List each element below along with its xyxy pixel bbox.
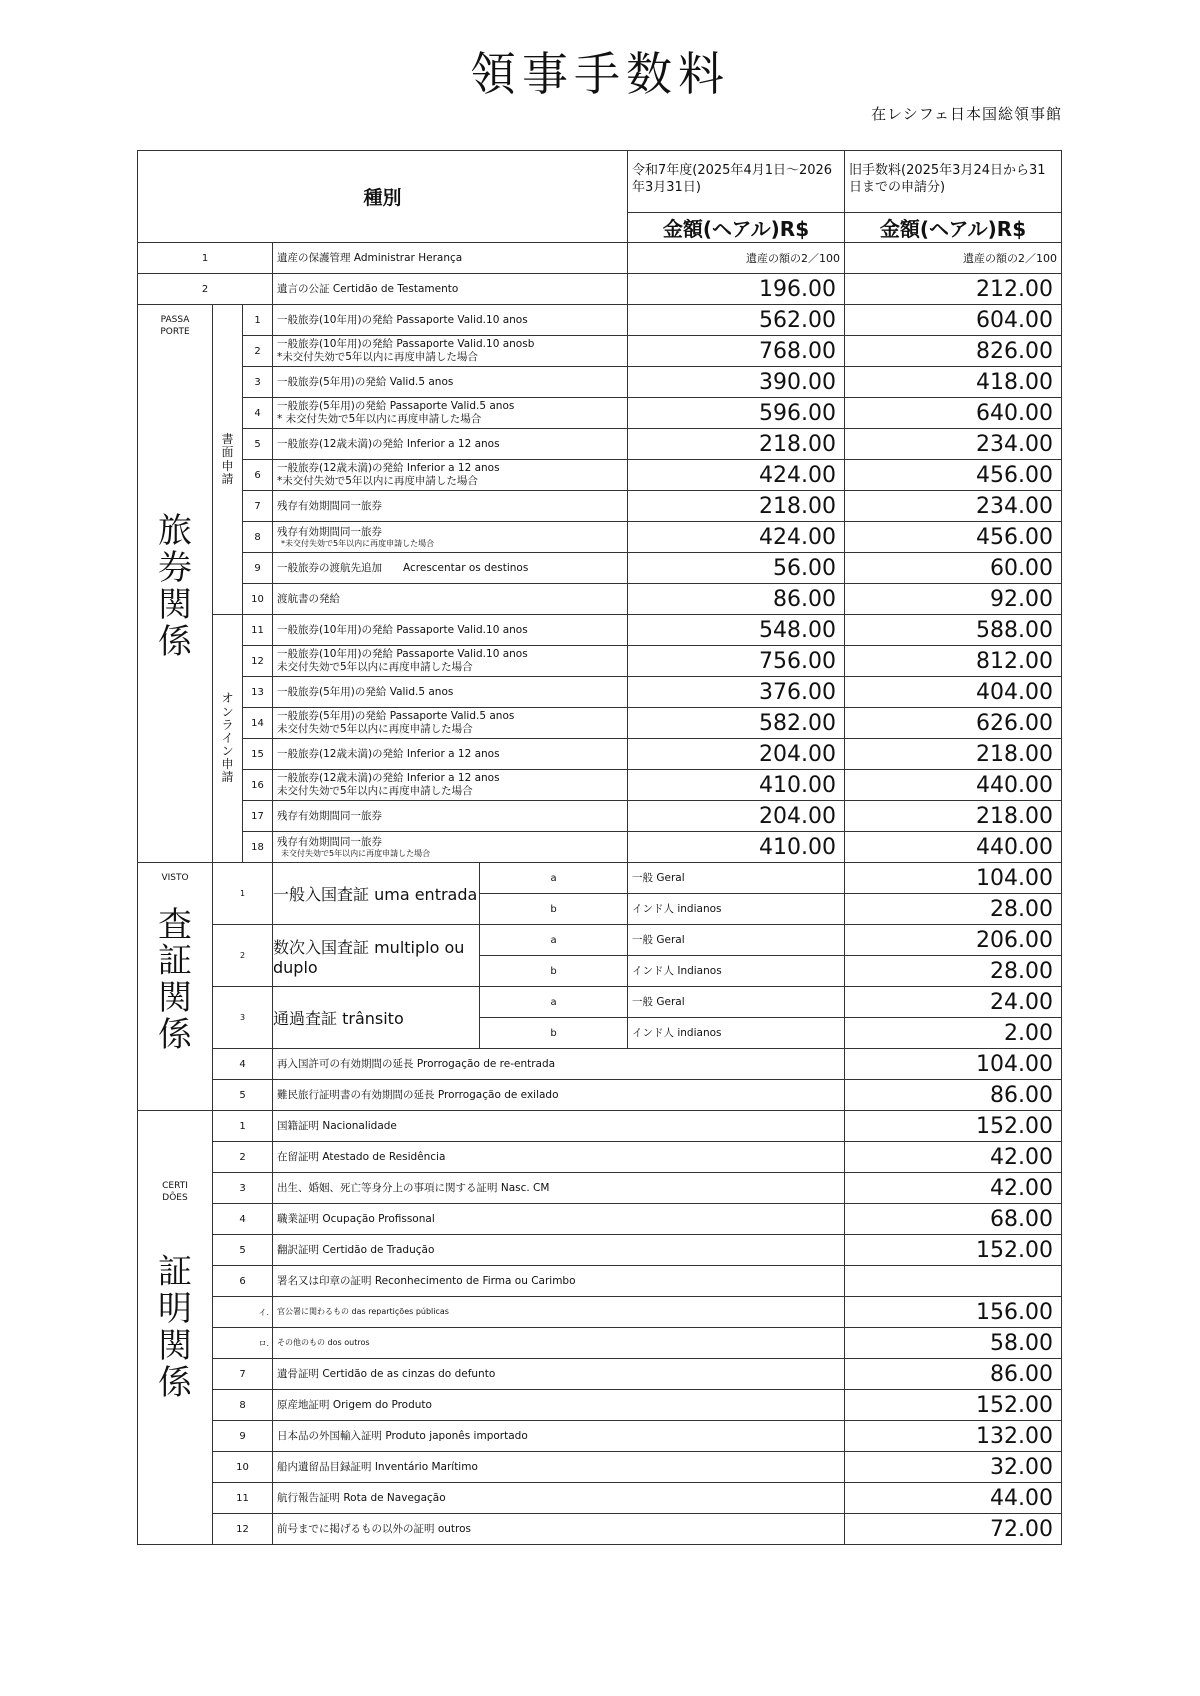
fee-new-amount: 152.00 bbox=[845, 1235, 1062, 1266]
row-number: 6 bbox=[243, 460, 273, 491]
visa-group-number-text: 2 bbox=[239, 950, 246, 960]
fee-new-amount: 86.00 bbox=[845, 1080, 1062, 1111]
visa-group-number bbox=[213, 987, 273, 1049]
fee-new-amount: 86.00 bbox=[845, 1359, 1062, 1390]
table-row bbox=[138, 708, 1062, 739]
fee-old-amount: 92.00 bbox=[845, 584, 1062, 615]
row-number: 12 bbox=[243, 646, 273, 677]
document-title: 領事手数料 bbox=[470, 47, 730, 101]
fee-new-amount: 768.00 bbox=[628, 336, 845, 367]
fee-new-amount: 218.00 bbox=[628, 429, 845, 460]
fee-description-note: 未交付失効で5年以内に再度申請した場合 bbox=[281, 848, 431, 858]
fee-new-amount: 596.00 bbox=[628, 398, 845, 429]
fee-new-amount: 196.00 bbox=[628, 274, 845, 305]
issuer: 在レシフェ日本国総領事館 bbox=[871, 105, 1062, 123]
row-number: 4 bbox=[243, 398, 273, 429]
fee-new-amount: 390.00 bbox=[628, 367, 845, 398]
row-number: 1 bbox=[243, 305, 273, 336]
fee-description: 一般旅券(12歳未満)の発給 Inferior a 12 anos 未交付失効で5年以内に再度申請した場合 bbox=[273, 770, 628, 801]
table-row bbox=[138, 1142, 1062, 1173]
fee-old-amount: 212.00 bbox=[845, 274, 1062, 305]
fee-new-amount bbox=[845, 1266, 1062, 1297]
fee-description: 再入国許可の有効期間の延長 Prorrogação de re-entrada bbox=[273, 1049, 845, 1080]
table-row bbox=[138, 1173, 1062, 1204]
row-number: 2 bbox=[213, 1142, 273, 1173]
row-number: 2 bbox=[243, 336, 273, 367]
row-number: 3 bbox=[213, 1173, 273, 1204]
row-number: 7 bbox=[243, 491, 273, 522]
fee-description: 翻訳証明 Certidão de Tradução bbox=[273, 1235, 845, 1266]
fee-description: 原産地証明 Origem do Produto bbox=[273, 1390, 845, 1421]
section-passport-title: 旅券関係 bbox=[158, 511, 192, 662]
row-number: 9 bbox=[213, 1421, 273, 1452]
fee-description: 一般旅券(12歳未満)の発給 Inferior a 12 anos bbox=[273, 429, 628, 460]
fee-description: 職業証明 Ocupação Profissonal bbox=[273, 1204, 845, 1235]
table-row bbox=[138, 460, 1062, 491]
fee-new-amount: 72.00 bbox=[845, 1514, 1062, 1545]
section-passport bbox=[138, 305, 213, 863]
fee-description: 一般旅券(12歳未満)の発給 Inferior a 12 anos *未交付失効で5年以内に再度申請した場合 bbox=[273, 460, 628, 491]
table-row bbox=[138, 801, 1062, 832]
fee-new-amount: 2.00 bbox=[845, 1018, 1062, 1049]
table-row bbox=[138, 1328, 1062, 1359]
fee-new-amount: 756.00 bbox=[628, 646, 845, 677]
table-row bbox=[138, 151, 1062, 213]
fee-new-amount: 44.00 bbox=[845, 1483, 1062, 1514]
fee-description: 残存有効期間同一旅券 *未交付失効で5年以内に再度申請した場合 bbox=[273, 522, 628, 553]
fee-new-amount: 遺産の額の2／100 bbox=[628, 243, 845, 274]
fee-description: 一般 Geral bbox=[628, 987, 845, 1018]
online-application-label: オンライン申請 bbox=[221, 691, 234, 785]
table-row bbox=[138, 1266, 1062, 1297]
row-number: 4 bbox=[213, 1049, 273, 1080]
visa-group-label: 数次入国査証 multiplo ou duplo bbox=[273, 925, 480, 987]
fee-new-amount: 28.00 bbox=[845, 956, 1062, 987]
table-row bbox=[138, 832, 1062, 863]
visa-subitem: b bbox=[480, 1018, 628, 1049]
fee-old-amount: 456.00 bbox=[845, 460, 1062, 491]
fee-description: 日本品の外国輸入証明 Produto japonês importado bbox=[273, 1421, 845, 1452]
fee-old-amount: 218.00 bbox=[845, 739, 1062, 770]
table-row bbox=[138, 925, 1062, 956]
fee-description: その他のもの dos outros bbox=[273, 1328, 845, 1359]
fee-new-amount: 32.00 bbox=[845, 1452, 1062, 1483]
row-number: 5 bbox=[243, 429, 273, 460]
row-number: 5 bbox=[213, 1080, 273, 1111]
fee-description: 一般旅券(10年用)の発給 Passaporte Valid.10 anos bbox=[273, 615, 628, 646]
fee-description: 一般旅券の渡航先追加 Acrescentar os destinos bbox=[273, 553, 628, 584]
paper-application-label: 書面申請 bbox=[221, 432, 234, 486]
row-number: 5 bbox=[213, 1235, 273, 1266]
fee-new-amount: 68.00 bbox=[845, 1204, 1062, 1235]
fee-new-amount: 132.00 bbox=[845, 1421, 1062, 1452]
visa-group-number bbox=[213, 863, 273, 925]
visa-subitem: b bbox=[480, 894, 628, 925]
fee-description: 一般旅券(5年用)の発給 Valid.5 anos bbox=[273, 367, 628, 398]
table-row bbox=[138, 677, 1062, 708]
fee-new-amount: 424.00 bbox=[628, 460, 845, 491]
fee-new-amount: 206.00 bbox=[845, 925, 1062, 956]
fee-new-amount: 582.00 bbox=[628, 708, 845, 739]
fee-description: 一般旅券(10年用)の発給 Passaporte Valid.10 anos bbox=[273, 305, 628, 336]
fee-description: 渡航書の発給 bbox=[273, 584, 628, 615]
fee-new-amount: 24.00 bbox=[845, 987, 1062, 1018]
table-row bbox=[138, 1204, 1062, 1235]
section-passport-code: PASSA PORTE bbox=[160, 315, 190, 337]
table-row bbox=[138, 398, 1062, 429]
table-row bbox=[138, 274, 1062, 305]
fee-new-amount: 218.00 bbox=[628, 491, 845, 522]
section-visa-code: VISTO bbox=[161, 873, 189, 883]
row-number: 4 bbox=[213, 1204, 273, 1235]
fee-old-amount: 440.00 bbox=[845, 832, 1062, 863]
visa-group-number-text: 1 bbox=[239, 888, 246, 898]
row-number: ロ. bbox=[213, 1328, 273, 1359]
fee-description: 官公署に関わるもの das repartições públicas bbox=[273, 1297, 845, 1328]
fee-description: 難民旅行証明書の有効期間の延長 Prorrogação de exilado bbox=[273, 1080, 845, 1111]
fee-description: 在留証明 Atestado de Residência bbox=[273, 1142, 845, 1173]
row-number: 1 bbox=[138, 243, 273, 274]
fee-old-amount: 418.00 bbox=[845, 367, 1062, 398]
fee-old-amount: 826.00 bbox=[845, 336, 1062, 367]
fee-new-amount: 86.00 bbox=[628, 584, 845, 615]
row-number: 2 bbox=[138, 274, 273, 305]
fee-new-amount: 104.00 bbox=[845, 863, 1062, 894]
table-row bbox=[138, 584, 1062, 615]
visa-group-number bbox=[213, 925, 273, 987]
fee-description: 一般旅券(5年用)の発給 Valid.5 anos bbox=[273, 677, 628, 708]
row-number: 15 bbox=[243, 739, 273, 770]
section-certificates bbox=[138, 1111, 213, 1545]
fee-description: インド人 Indianos bbox=[628, 956, 845, 987]
section-certificates-code: CERTI DÕES bbox=[162, 1181, 188, 1203]
table-row bbox=[138, 1297, 1062, 1328]
fee-description: 国籍証明 Nacionalidade bbox=[273, 1111, 845, 1142]
table-row bbox=[138, 987, 1062, 1018]
row-number: 1 bbox=[213, 1111, 273, 1142]
visa-subitem: b bbox=[480, 956, 628, 987]
table-row bbox=[138, 615, 1062, 646]
table-row bbox=[138, 646, 1062, 677]
fee-description: 船内遺留品目録証明 Inventário Marítimo bbox=[273, 1452, 845, 1483]
visa-subitem: a bbox=[480, 987, 628, 1018]
fee-new-amount: 152.00 bbox=[845, 1111, 1062, 1142]
fee-new-amount: 152.00 bbox=[845, 1390, 1062, 1421]
fee-description: 残存有効期間同一旅券 未交付失効で5年以内に再度申請した場合 bbox=[273, 832, 628, 863]
row-number: 6 bbox=[213, 1266, 273, 1297]
fee-description-note: *未交付失効で5年以内に再度申請した場合 bbox=[281, 538, 435, 548]
header-old-amount: 金額(ヘアル)R$ bbox=[845, 213, 1062, 243]
fee-old-amount: 60.00 bbox=[845, 553, 1062, 584]
header-new-period: 令和7年度(2025年4月1日～2026年3月31日) bbox=[628, 151, 845, 213]
row-number: 13 bbox=[243, 677, 273, 708]
table-row bbox=[138, 1359, 1062, 1390]
visa-group-label: 通過査証 trânsito bbox=[273, 987, 480, 1049]
visa-group-label: 一般入国査証 uma entrada bbox=[273, 863, 480, 925]
fee-description: 出生、婚姻、死亡等身分上の事項に関する証明 Nasc. CM bbox=[273, 1173, 845, 1204]
fee-new-amount: 562.00 bbox=[628, 305, 845, 336]
fee-new-amount: 548.00 bbox=[628, 615, 845, 646]
fee-description: 遺産の保護管理 Administrar Herança bbox=[273, 243, 628, 274]
fee-description: 一般旅券(10年用)の発給 Passaporte Valid.10 anos 未交付失効で5年以内に再度申請した場合 bbox=[273, 646, 628, 677]
fee-description: 残存有効期間同一旅券 bbox=[273, 491, 628, 522]
row-number: 8 bbox=[213, 1390, 273, 1421]
fee-new-amount: 376.00 bbox=[628, 677, 845, 708]
fee-new-amount: 104.00 bbox=[845, 1049, 1062, 1080]
header-kind: 種別 bbox=[138, 151, 628, 243]
fee-description: 署名又は印章の証明 Reconhecimento de Firma ou Carimbo bbox=[273, 1266, 845, 1297]
fee-old-amount: 440.00 bbox=[845, 770, 1062, 801]
row-number: 7 bbox=[213, 1359, 273, 1390]
table-row bbox=[138, 1080, 1062, 1111]
row-number: 16 bbox=[243, 770, 273, 801]
row-number: 17 bbox=[243, 801, 273, 832]
fee-new-amount: 42.00 bbox=[845, 1142, 1062, 1173]
fee-new-amount: 424.00 bbox=[628, 522, 845, 553]
row-number: 11 bbox=[213, 1483, 273, 1514]
table-row bbox=[138, 1514, 1062, 1545]
table-row bbox=[138, 1049, 1062, 1080]
fee-old-amount: 404.00 bbox=[845, 677, 1062, 708]
fee-new-amount: 410.00 bbox=[628, 832, 845, 863]
table-row bbox=[138, 863, 1062, 894]
fee-table bbox=[137, 150, 1062, 1545]
table-row bbox=[138, 367, 1062, 398]
fee-description: 航行報告証明 Rota de Navegação bbox=[273, 1483, 845, 1514]
fee-old-amount: 遺産の額の2／100 bbox=[845, 243, 1062, 274]
table-row bbox=[138, 305, 1062, 336]
row-number: 12 bbox=[213, 1514, 273, 1545]
row-number: 8 bbox=[243, 522, 273, 553]
table-row bbox=[138, 429, 1062, 460]
fee-new-amount: 56.00 bbox=[628, 553, 845, 584]
section-certificates-title: 証明関係 bbox=[158, 1252, 192, 1403]
fee-new-amount: 42.00 bbox=[845, 1173, 1062, 1204]
table-row bbox=[138, 491, 1062, 522]
table-row bbox=[138, 1390, 1062, 1421]
fee-description: インド人 indianos bbox=[628, 894, 845, 925]
row-number: 18 bbox=[243, 832, 273, 863]
table-row bbox=[138, 770, 1062, 801]
fee-description: 一般旅券(5年用)の発給 Passaporte Valid.5 anos 未交付失効で5年以内に再度申請した場合 bbox=[273, 708, 628, 739]
fee-old-amount: 234.00 bbox=[845, 429, 1062, 460]
table-row bbox=[138, 522, 1062, 553]
fee-description: 一般 Geral bbox=[628, 925, 845, 956]
table-row bbox=[138, 336, 1062, 367]
fee-old-amount: 604.00 bbox=[845, 305, 1062, 336]
row-number: 10 bbox=[243, 584, 273, 615]
section-visa bbox=[138, 863, 213, 1111]
fee-new-amount: 58.00 bbox=[845, 1328, 1062, 1359]
row-number: イ. bbox=[213, 1297, 273, 1328]
fee-old-amount: 626.00 bbox=[845, 708, 1062, 739]
header-new-amount: 金額(ヘアル)R$ bbox=[628, 213, 845, 243]
row-number: 14 bbox=[243, 708, 273, 739]
table-row bbox=[138, 1111, 1062, 1142]
fee-old-amount: 218.00 bbox=[845, 801, 1062, 832]
fee-new-amount: 28.00 bbox=[845, 894, 1062, 925]
fee-description: 遺言の公証 Certidão de Testamento bbox=[273, 274, 628, 305]
fee-description: インド人 indianos bbox=[628, 1018, 845, 1049]
fee-old-amount: 456.00 bbox=[845, 522, 1062, 553]
fee-old-amount: 640.00 bbox=[845, 398, 1062, 429]
table-row bbox=[138, 243, 1062, 274]
fee-description: 残存有効期間同一旅券 bbox=[273, 801, 628, 832]
fee-new-amount: 204.00 bbox=[628, 739, 845, 770]
paper-application bbox=[213, 305, 243, 615]
table-row bbox=[138, 553, 1062, 584]
fee-new-amount: 410.00 bbox=[628, 770, 845, 801]
row-number: 9 bbox=[243, 553, 273, 584]
table-row bbox=[138, 739, 1062, 770]
table-row bbox=[138, 1483, 1062, 1514]
table-row bbox=[138, 1421, 1062, 1452]
fee-description: 一般旅券(12歳未満)の発給 Inferior a 12 anos bbox=[273, 739, 628, 770]
table-row bbox=[138, 1452, 1062, 1483]
fee-old-amount: 812.00 bbox=[845, 646, 1062, 677]
row-number: 11 bbox=[243, 615, 273, 646]
fee-description: 前号までに掲げるもの以外の証明 outros bbox=[273, 1514, 845, 1545]
section-visa-title: 査証関係 bbox=[158, 904, 192, 1055]
header-old-period: 旧手数料(2025年3月24日から31日までの申請分) bbox=[845, 151, 1062, 213]
row-number: 3 bbox=[243, 367, 273, 398]
visa-subitem: a bbox=[480, 863, 628, 894]
online-application bbox=[213, 615, 243, 863]
fee-new-amount: 204.00 bbox=[628, 801, 845, 832]
visa-subitem: a bbox=[480, 925, 628, 956]
fee-old-amount: 588.00 bbox=[845, 615, 1062, 646]
fee-description: 一般旅券(5年用)の発給 Passaporte Valid.5 anos * 未交付失効で5年以内に再度申請した場合 bbox=[273, 398, 628, 429]
fee-description: 遺骨証明 Certidão de as cinzas do defunto bbox=[273, 1359, 845, 1390]
row-number: 10 bbox=[213, 1452, 273, 1483]
fee-new-amount: 156.00 bbox=[845, 1297, 1062, 1328]
fee-description: 一般旅券(10年用)の発給 Passaporte Valid.10 anosb *未交付失効で5年以内に再度申請した場合 bbox=[273, 336, 628, 367]
fee-description: 一般 Geral bbox=[628, 863, 845, 894]
table-row bbox=[138, 1235, 1062, 1266]
visa-group-number-text: 3 bbox=[239, 1012, 246, 1022]
fee-old-amount: 234.00 bbox=[845, 491, 1062, 522]
